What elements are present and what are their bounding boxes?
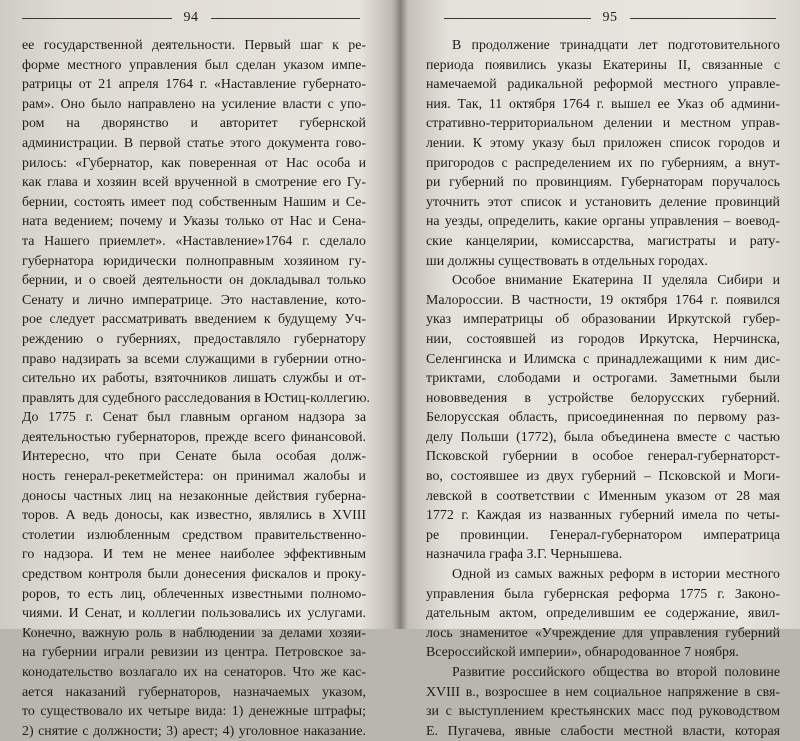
text-line: Сенату и лично императрице. Это наставление, кото- bbox=[22, 292, 366, 308]
text-line: нововведения в устройстве белорусских губерний. bbox=[426, 390, 780, 406]
text-line: лении. К этому указу был приложен список городов и bbox=[426, 135, 780, 151]
text-line: правлять для судебного расследования в Юстиц-коллегию. bbox=[22, 390, 370, 406]
text-line: триктами, слободами и острогами. Заметными были bbox=[426, 371, 780, 387]
text-line: ри губерний по провинциям. Губернаторам поручалось bbox=[426, 175, 780, 191]
text-line: XVIII в., возросшее в нем социальное напряжение в свя- bbox=[426, 684, 780, 700]
text-line: рое следует рассматривать введением к будущему Уч- bbox=[22, 312, 366, 328]
right-page-header bbox=[444, 8, 776, 28]
text-line: указ императрицы об образовании Иркутской губер- bbox=[426, 312, 780, 328]
text-line: До 1775 г. Сенат был главным органом надзора за bbox=[22, 410, 366, 426]
text-line: нии, состоявшей из городов Иркутска, Нерчинска, bbox=[426, 331, 780, 347]
text-line: Псковской губернии в особое генерал-губернаторст- bbox=[426, 449, 780, 465]
text-line: как глава и хозяин всей врученной в смотрение его Гу- bbox=[22, 175, 366, 191]
text-line: ается наказаний губернаторов, назначаемых указом, bbox=[22, 684, 366, 700]
text-line: ром на дворянство и авторитет губернской bbox=[22, 116, 366, 132]
text-line: та Нашего приемлет». «Наставление»1764 г. сделало bbox=[22, 233, 366, 249]
text-line: деятельностью губернаторов, прежде всего финансовой. bbox=[22, 429, 366, 445]
text-line: ши должны существовать в отдельных городах. bbox=[426, 253, 708, 269]
text-line: рилось: «Губернатор, как поверенная от Нас особа и bbox=[22, 155, 366, 171]
text-line: ре провинции. Генерал-губернатором императрица bbox=[426, 527, 780, 543]
text-line: столетии излюбленным средством правительственно- bbox=[22, 527, 366, 543]
text-line: Малороссии. В частности, 19 октября 1764 г. появился bbox=[426, 292, 780, 308]
text-line: на губернии играли ревизии из центра. Петровское за- bbox=[22, 645, 366, 661]
page-number: 94 bbox=[183, 10, 199, 25]
text-line: торов. А ведь доносы, как известно, являлись в XVIII bbox=[22, 508, 366, 524]
text-line: реждению о губерниях, предоставляло губернатору bbox=[22, 331, 366, 347]
text-line: Одной из самых важных реформ в истории местного bbox=[452, 567, 780, 583]
text-line: бернии, и о своей деятельности он докладывал только bbox=[22, 273, 366, 289]
text-line: ность генерал-рекетмейстера: он принимал жалобы и bbox=[22, 469, 366, 485]
text-line: намечаемой радикальной реформой местного управле- bbox=[426, 77, 780, 93]
header-rule bbox=[630, 18, 777, 19]
text-line: доносы частных лиц на незаконные действия губерна- bbox=[22, 488, 366, 504]
header-rule bbox=[444, 18, 591, 19]
text-line: 1772 г. Каждая из названных губерний имела по четы- bbox=[426, 508, 780, 524]
text-line: роров, то есть лиц, облеченных известными полномо- bbox=[22, 586, 366, 602]
text-line: Белорусская область, присоединенная по первому раз- bbox=[426, 410, 780, 426]
text-line: на уезды, определить, какие органы управления – воевод- bbox=[426, 214, 780, 230]
text-line: назначила графа З.Г. Чернышева. bbox=[426, 547, 623, 563]
text-line: левской в соответствии с Именным указом от 28 мая bbox=[426, 488, 780, 504]
text-line: 2) снятие с должности; 3) арест; 4) уголовное наказание. bbox=[22, 723, 366, 739]
text-line: ния. Так, 11 октября 1764 г. вышел ее Указ об админи- bbox=[426, 96, 780, 112]
text-line: периода появились указы Екатерины II, связанные с bbox=[426, 57, 780, 73]
text-line: пригородов с распределением их по губерниям, а внут- bbox=[426, 155, 780, 171]
right-page-body bbox=[426, 36, 780, 741]
left-page-header bbox=[22, 8, 360, 28]
header-rule bbox=[211, 18, 361, 19]
text-line: Селенгинска и Илимска с принадлежащими к ним дис- bbox=[426, 351, 780, 367]
left-page-body bbox=[22, 36, 370, 741]
text-line: лось знаменитое «Учреждение для управления губерний bbox=[426, 625, 780, 641]
text-line: Развитие российского общества во второй половине bbox=[452, 665, 780, 680]
text-line: Всероссийской империи», обнародованное 7 ноября. bbox=[426, 645, 739, 661]
text-line: конодательство возлагало их на сенаторов. Что же кас- bbox=[22, 665, 366, 680]
text-line: Конечно, важную роль в наблюдении за делами хозяи- bbox=[22, 625, 366, 641]
text-line: губернатора юридически полноправным хозяином гу- bbox=[22, 253, 366, 269]
text-line: администрации. В первой статье этого документа гово- bbox=[22, 135, 366, 151]
left-page bbox=[0, 0, 398, 739]
text-line: средством контроля были донесения фискалов и проку- bbox=[22, 567, 366, 583]
text-line: форме местного управления был сделан указом импе- bbox=[22, 57, 366, 73]
page-number: 95 bbox=[602, 10, 618, 25]
right-page bbox=[402, 0, 800, 739]
text-line: чиями. И Сенат, и коллегии пользовались их услугами. bbox=[22, 606, 366, 622]
text-line: Интересно, что при Сенате была особая долж- bbox=[22, 449, 366, 465]
text-line: делу Польши (1772), была объединена вместе с частью bbox=[426, 429, 780, 445]
text-line: во, состоявшее из двух губерний – Псковской и Моги- bbox=[426, 469, 780, 485]
text-line: В продолжение тринадцати лет подготовительного bbox=[452, 38, 780, 53]
text-line: рам». Оно было направлено на усиление власти с упо- bbox=[22, 96, 366, 112]
text-line: уточнить этот список и установить деление провинций bbox=[426, 194, 780, 210]
text-line: зи с выступлением крестьянских масс под руководством bbox=[426, 704, 780, 720]
text-line: дательным актом, определившим ее содержание, явил- bbox=[426, 606, 780, 622]
text-line: сительно их работы, взяточников лишать службы и от- bbox=[22, 371, 366, 387]
header-rule bbox=[22, 18, 172, 19]
text-line: го надзора. И тем не менее наиболее эффективным bbox=[22, 547, 366, 563]
text-line: стративно-территориальном делении и местном управ- bbox=[426, 116, 780, 132]
text-line: ее государственной деятельности. Первый шаг к ре- bbox=[22, 38, 366, 53]
text-line: бернии, состоять имеет под собственным Нашим и Се- bbox=[22, 194, 366, 210]
text-line: Особое внимание Екатерина II уделяла Сибири и bbox=[452, 273, 780, 289]
text-line: Е. Пугачева, явные слабости местной власти, которая bbox=[426, 723, 780, 739]
text-line: управления была губернская реформа 1775 г. Законо- bbox=[426, 586, 780, 602]
text-line: право надзирать за всеми служащими в губернии отно- bbox=[22, 351, 366, 367]
text-line: то существовало их четыре вида: 1) денежные штрафы; bbox=[22, 704, 366, 720]
text-line: ские канцелярии, комиссарства, магистраты и рату- bbox=[426, 233, 780, 249]
text-line: ната ведением; почему и Указы только от Нас и Сена- bbox=[22, 214, 366, 230]
text-line: ратрицы от 21 апреля 1764 г. «Наставление губернато- bbox=[22, 77, 366, 93]
